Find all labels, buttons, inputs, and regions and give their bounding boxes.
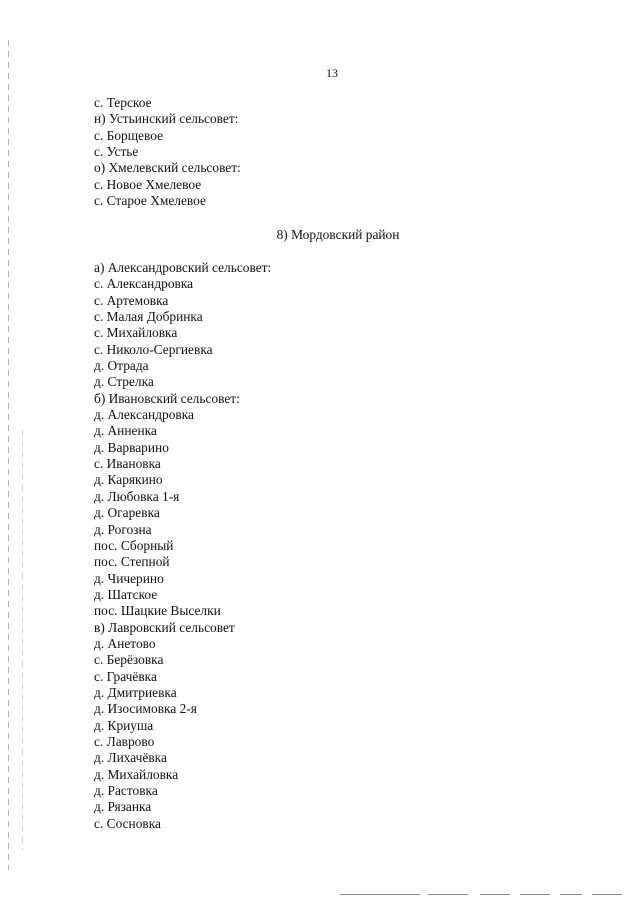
settlement-list-top bbox=[94, 95, 241, 209]
settlement-item: с. Артемовка bbox=[94, 292, 169, 308]
settlement-item: с. Ивановка bbox=[94, 456, 161, 472]
selsovet-heading: в) Лавровский сельсовет bbox=[94, 619, 235, 635]
footer-scan-line bbox=[340, 894, 420, 895]
settlement-item: с. Грачёвка bbox=[94, 668, 157, 684]
settlement-item: д. Изосимовка 2-я bbox=[94, 701, 197, 717]
footer-scan-line bbox=[428, 894, 468, 895]
settlement-item: д. Стрелка bbox=[94, 374, 154, 390]
selsovet-heading: б) Ивановский сельсовет: bbox=[94, 390, 240, 406]
settlement-item: с. Лаврово bbox=[94, 733, 155, 749]
settlement-item: д. Чичерино bbox=[94, 570, 164, 586]
settlement-item: с. Михайловка bbox=[94, 325, 178, 341]
settlement-item: с. Берёзовка bbox=[94, 652, 164, 668]
settlement-item: с. Сосновка bbox=[94, 815, 161, 831]
scan-edge-artifact bbox=[8, 40, 9, 870]
settlement-item: д. Анетово bbox=[94, 635, 156, 651]
settlement-item: д. Александровка bbox=[94, 407, 194, 423]
selsovet-heading: а) Александровский сельсовет: bbox=[94, 260, 272, 275]
settlement-item: с. Старое Хмелевое bbox=[94, 193, 206, 209]
footer-scan-line bbox=[480, 894, 510, 895]
footer-scan-line bbox=[520, 894, 550, 895]
settlement-item: с. Александровка bbox=[94, 276, 194, 292]
settlement-item: д. Дмитриевка bbox=[94, 684, 177, 700]
settlement-item: с. Новое Хмелевое bbox=[94, 176, 202, 192]
settlement-item: д. Лихачёвка bbox=[94, 750, 167, 766]
settlement-item: с. Борщевое bbox=[94, 127, 164, 143]
settlement-item: д. Анненка bbox=[94, 423, 157, 439]
section-heading: 8) Мордовский район bbox=[276, 227, 400, 242]
settlement-item: с. Малая Добринка bbox=[94, 309, 203, 325]
settlement-item: д. Рязанка bbox=[94, 799, 152, 815]
settlement-item: пос. Шацкие Выселки bbox=[94, 603, 221, 619]
settlement-item: д. Растовка bbox=[94, 783, 158, 798]
footer-scan-line bbox=[592, 894, 622, 895]
settlement-item: д. Варварино bbox=[94, 439, 169, 455]
settlement-item: д. Огаревка bbox=[94, 505, 160, 521]
settlement-item: д. Отрада bbox=[94, 358, 149, 374]
settlement-item: пос. Сборный bbox=[94, 537, 174, 553]
selsovet-heading: о) Хмелевский сельсовет: bbox=[94, 160, 241, 176]
settlement-item: д. Криуша bbox=[94, 717, 154, 733]
settlement-item: с. Устье bbox=[94, 144, 139, 160]
settlement-item: д. Шатское bbox=[94, 586, 158, 602]
settlement-item: д. Любовка 1-я bbox=[94, 488, 180, 504]
settlement-item: д. Рогозна bbox=[94, 521, 152, 537]
page-number: 13 bbox=[326, 66, 338, 80]
settlement-item: с. Терское bbox=[94, 95, 152, 110]
selsovet-heading: н) Устьинский сельсовет: bbox=[94, 111, 239, 127]
scan-edge-artifact-secondary bbox=[22, 430, 23, 850]
settlement-item: с. Николо-Сергиевка bbox=[94, 341, 213, 357]
settlement-item: пос. Степной bbox=[94, 554, 170, 570]
settlement-item: д. Михайловка bbox=[94, 766, 179, 782]
footer-scan-line bbox=[560, 894, 582, 895]
settlement-list-main bbox=[94, 260, 271, 832]
settlement-item: д. Карякино bbox=[94, 472, 163, 488]
